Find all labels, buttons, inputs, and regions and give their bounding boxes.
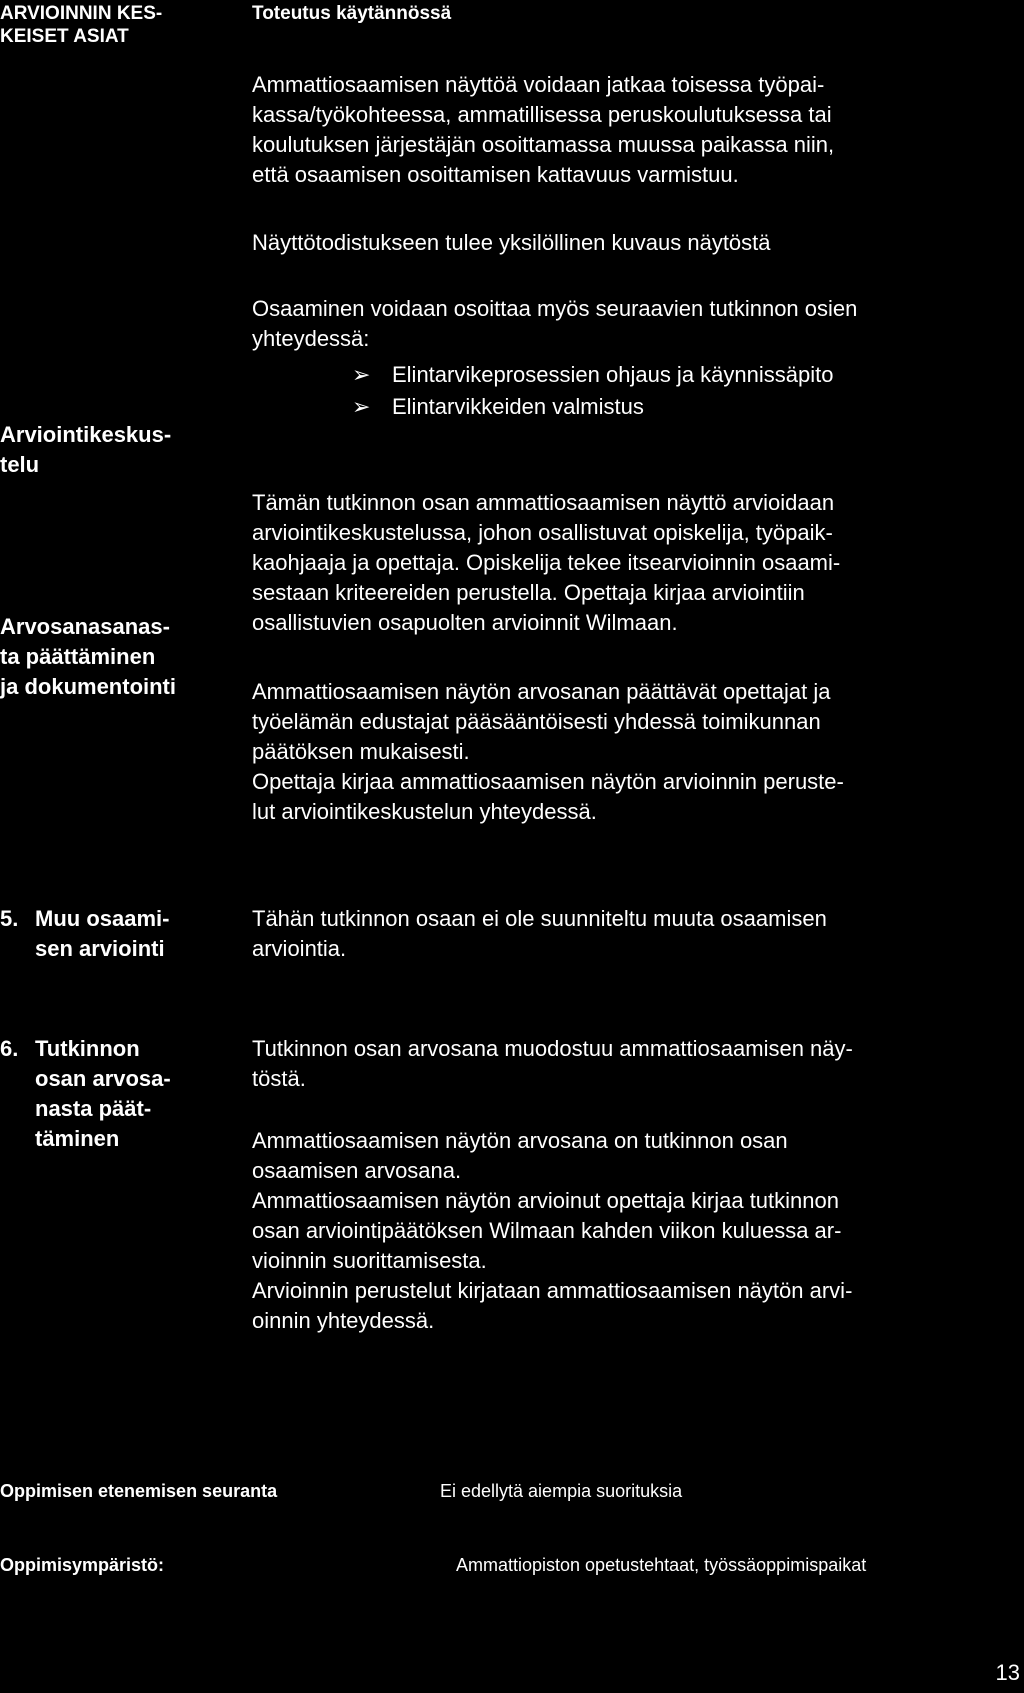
text-line: osan arviointipäätöksen Wilmaan kahden viikon kuluessa ar- [252, 1218, 842, 1243]
header-line: ARVIOINNIN KES- [0, 3, 163, 24]
learning-environment-label: Oppimisympäristö: [0, 1555, 165, 1575]
header-line: KEISET ASIAT [0, 26, 129, 47]
text-line: oinnin yhteydessä. [252, 1308, 435, 1333]
section-number: 5. [0, 906, 19, 931]
bullet-text: Elintarvikkeiden valmistus [392, 394, 644, 419]
text-line: työelämän edustajat pääsääntöisesti yhdessä toimikunnan [252, 709, 821, 734]
text-line: arviointia. [252, 936, 347, 961]
column-header-implementation: Toteutus käytännössä [252, 3, 452, 24]
text-line: lut arviointikeskustelun yhteydessä. [252, 799, 597, 824]
label-line: nasta päät- [35, 1096, 152, 1121]
text-line: Ammattiosaamisen näytön arvosana on tutkinnon osan [252, 1128, 788, 1153]
text-line: arviointikeskustelussa, johon osallistuvat opiskelija, työpaik- [252, 520, 833, 545]
text-line: sestaan kriteereiden perustella. Opettaja kirjaa arviointiin [252, 580, 805, 605]
text-line: Ammattiosaamisen näyttöä voidaan jatkaa toisessa työpai- [252, 72, 825, 97]
practice-paragraph-2: Näyttötodistukseen tulee yksilöllinen kuvaus näytöstä [252, 230, 771, 255]
label-line: 6. Tutkinnon [0, 1034, 245, 1064]
text-line: vioinnin suorittamisesta. [252, 1248, 487, 1273]
label-line: ta päättäminen [0, 644, 156, 669]
text-line: töstä. [252, 1066, 306, 1091]
text-line: Arvioinnin perustelut kirjataan ammattiosaamisen näytön arvi- [252, 1278, 853, 1303]
bullet-item [352, 392, 644, 422]
text-line: Tutkinnon osan arvosana muodostuu ammattiosaamisen näy- [252, 1036, 853, 1061]
text-line: osallistuvien osapuolten arvioinnit Wilmaan. [252, 610, 678, 635]
label-line: Arvosanasanas- [0, 614, 170, 639]
learning-environment-value: Ammattiopiston opetustehtaat, työssäoppimispaikat [456, 1555, 867, 1575]
evaluation-discussion-label [0, 420, 245, 480]
text-line: että osaamisen osoittamisen kattavuus varmistuu. [252, 162, 739, 187]
text-line: kaohjaaja ja opettaja. Opiskelija tekee itsearvioinnin osaami- [252, 550, 841, 575]
text-line: kassa/työkohteessa, ammatillisessa peruskoulutuksessa tai [252, 102, 832, 127]
section-6-label [0, 1034, 245, 1154]
label-line: Arviointikeskus- [0, 422, 172, 447]
section-5-label [0, 904, 245, 964]
section-number: 6. [0, 1036, 19, 1061]
text-line: Ammattiosaamisen näytön arvosanan päättävät opettajat ja [252, 679, 831, 704]
text-line: koulutuksen järjestäjän osoittamassa muussa paikassa niin, [252, 132, 835, 157]
label-line: sen arviointi [35, 936, 165, 961]
label-line: 5. Muu osaami- [0, 904, 245, 934]
label-line: osan arvosa- [35, 1066, 171, 1091]
bullet-text: Elintarvikeprosessien ohjaus ja käynnissäpito [392, 362, 834, 387]
bullet-item [352, 360, 833, 390]
practice-paragraph-1 [252, 70, 1024, 190]
text-line: Tähän tutkinnon osaan ei ole suunniteltu muuta osaamisen [252, 906, 827, 931]
label-line: telu [0, 452, 40, 477]
text-line: Osaaminen voidaan osoittaa myös seuraavien tutkinnon osien [252, 296, 858, 321]
text-line: Tämän tutkinnon osan ammattiosaamisen näyttö arvioidaan [252, 490, 835, 515]
page-number: 13 [995, 1660, 1020, 1685]
progress-tracking-value: Ei edellytä aiempia suorituksia [440, 1481, 683, 1501]
arrow-bullet-icon: ➢ [352, 394, 371, 419]
evaluation-discussion-text [252, 488, 1024, 638]
text-line: Ammattiosaamisen näytön arvioinut opettaja kirjaa tutkinnon [252, 1188, 839, 1213]
arrow-bullet-icon: ➢ [352, 362, 371, 387]
progress-tracking-label: Oppimisen etenemisen seuranta [0, 1481, 278, 1501]
section-5-text [252, 904, 1024, 964]
label-line: ja dokumentointi [0, 674, 176, 699]
label-line: täminen [35, 1126, 120, 1151]
practice-paragraph-3 [252, 294, 1024, 354]
text-line: Opettaja kirjaa ammattiosaamisen näytön arvioinnin peruste- [252, 769, 844, 794]
section-6-paragraph-2 [252, 1126, 1024, 1336]
grade-decision-label [0, 612, 245, 702]
column-header-assessment-items [0, 2, 162, 48]
text-line: päätöksen mukaisesti. [252, 739, 470, 764]
text-line: yhteydessä: [252, 326, 370, 351]
text-line: osaamisen arvosana. [252, 1158, 462, 1183]
section-6-paragraph-1 [252, 1034, 1024, 1094]
grade-decision-text [252, 677, 1024, 827]
